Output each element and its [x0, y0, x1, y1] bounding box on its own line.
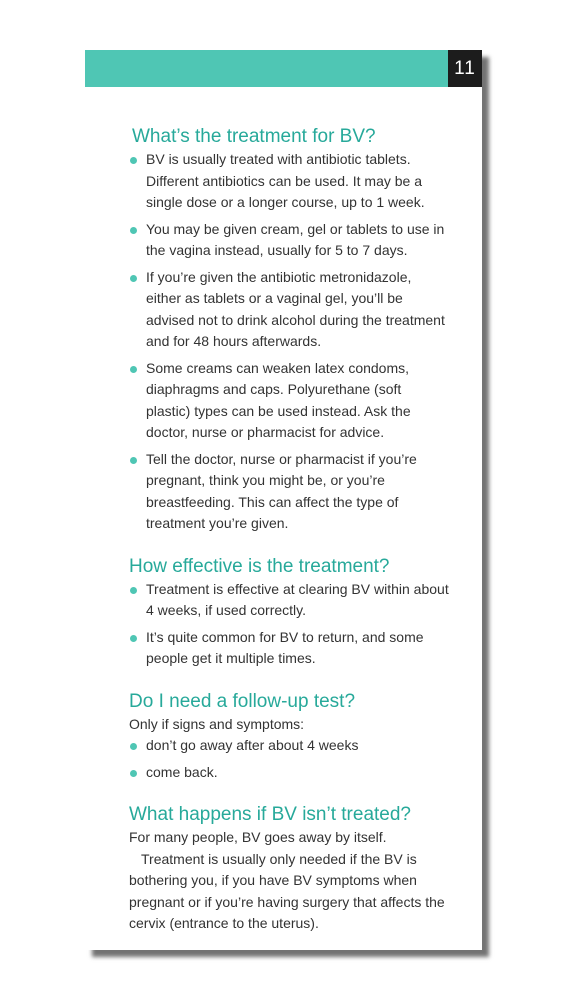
list-item — [129, 149, 449, 214]
section-heading: What’s the treatment for BV? — [132, 126, 376, 147]
list-item — [129, 358, 449, 444]
list-item-text: BV is usually treated with antibiotic tablets. Different antibiotics can be used. It may be a single dose or a longer course, up to 1 week. — [146, 151, 425, 210]
section-treatment — [129, 125, 449, 535]
list-item — [129, 267, 449, 353]
bullet-icon — [130, 770, 137, 777]
bullet-list — [129, 149, 449, 535]
list-item — [129, 449, 449, 535]
bullet-icon — [130, 635, 137, 642]
list-item — [129, 627, 449, 670]
section-follow-up — [129, 690, 449, 784]
bullet-icon — [130, 227, 137, 234]
list-item — [129, 579, 449, 622]
section-effectiveness — [129, 555, 449, 670]
list-item — [129, 735, 449, 757]
section-untreated — [129, 803, 449, 935]
paragraph: For many people, BV goes away by itself. — [129, 829, 387, 845]
paragraph: Treatment is usually only needed if the BV is bothering you, if you have BV symptoms when pregnant or if you’re having surgery that affects the cervix (entrance to the uterus). — [129, 850, 445, 931]
leaflet-page — [85, 50, 482, 950]
list-item-text: come back. — [146, 763, 218, 780]
bullet-icon — [130, 275, 137, 282]
bullet-list — [129, 735, 449, 783]
list-item-text: Treatment is effective at clearing BV within about 4 weeks, if used correctly. — [146, 580, 449, 618]
list-item — [129, 219, 449, 262]
bullet-icon — [130, 457, 137, 464]
header-color-bar — [85, 50, 448, 87]
list-item-text: It’s quite common for BV to return, and some people get it multiple times. — [146, 628, 424, 666]
bullet-icon — [130, 587, 137, 594]
list-item-text: Some creams can weaken latex condoms, diaphragms and caps. Polyurethane (soft plastic) types can be used instead. Ask the doctor, nurse or pharmacist for advice. — [146, 359, 411, 440]
section-heading: How effective is the treatment? — [129, 555, 390, 577]
bullet-list — [129, 579, 449, 670]
section-heading: What happens if BV isn’t treated? — [129, 804, 411, 825]
list-item-text: Tell the doctor, nurse or pharmacist if you’re pregnant, think you might be, or you’re breastfeeding. This can affect the type of treatment you’re given. — [146, 450, 417, 531]
list-item-text: You may be given cream, gel or tablets to use in the vagina instead, usually for 5 to 7 days. — [146, 220, 445, 258]
bullet-icon — [130, 743, 137, 750]
list-item-text: don’t go away after about 4 weeks — [146, 737, 359, 753]
bullet-icon — [130, 366, 137, 373]
section-intro: Only if signs and symptoms: — [129, 715, 305, 732]
page-number: 11 — [448, 50, 482, 87]
section-heading: Do I need a follow-up test? — [129, 690, 356, 712]
list-item-text: If you’re given the antibiotic metronidazole, either as tablets or a vaginal gel, you’ll be advised not to drink alcohol during the treatment and for 48 hours afterwards. — [146, 268, 445, 349]
page-content — [129, 125, 449, 955]
bullet-icon — [130, 157, 137, 164]
list-item — [129, 762, 449, 784]
